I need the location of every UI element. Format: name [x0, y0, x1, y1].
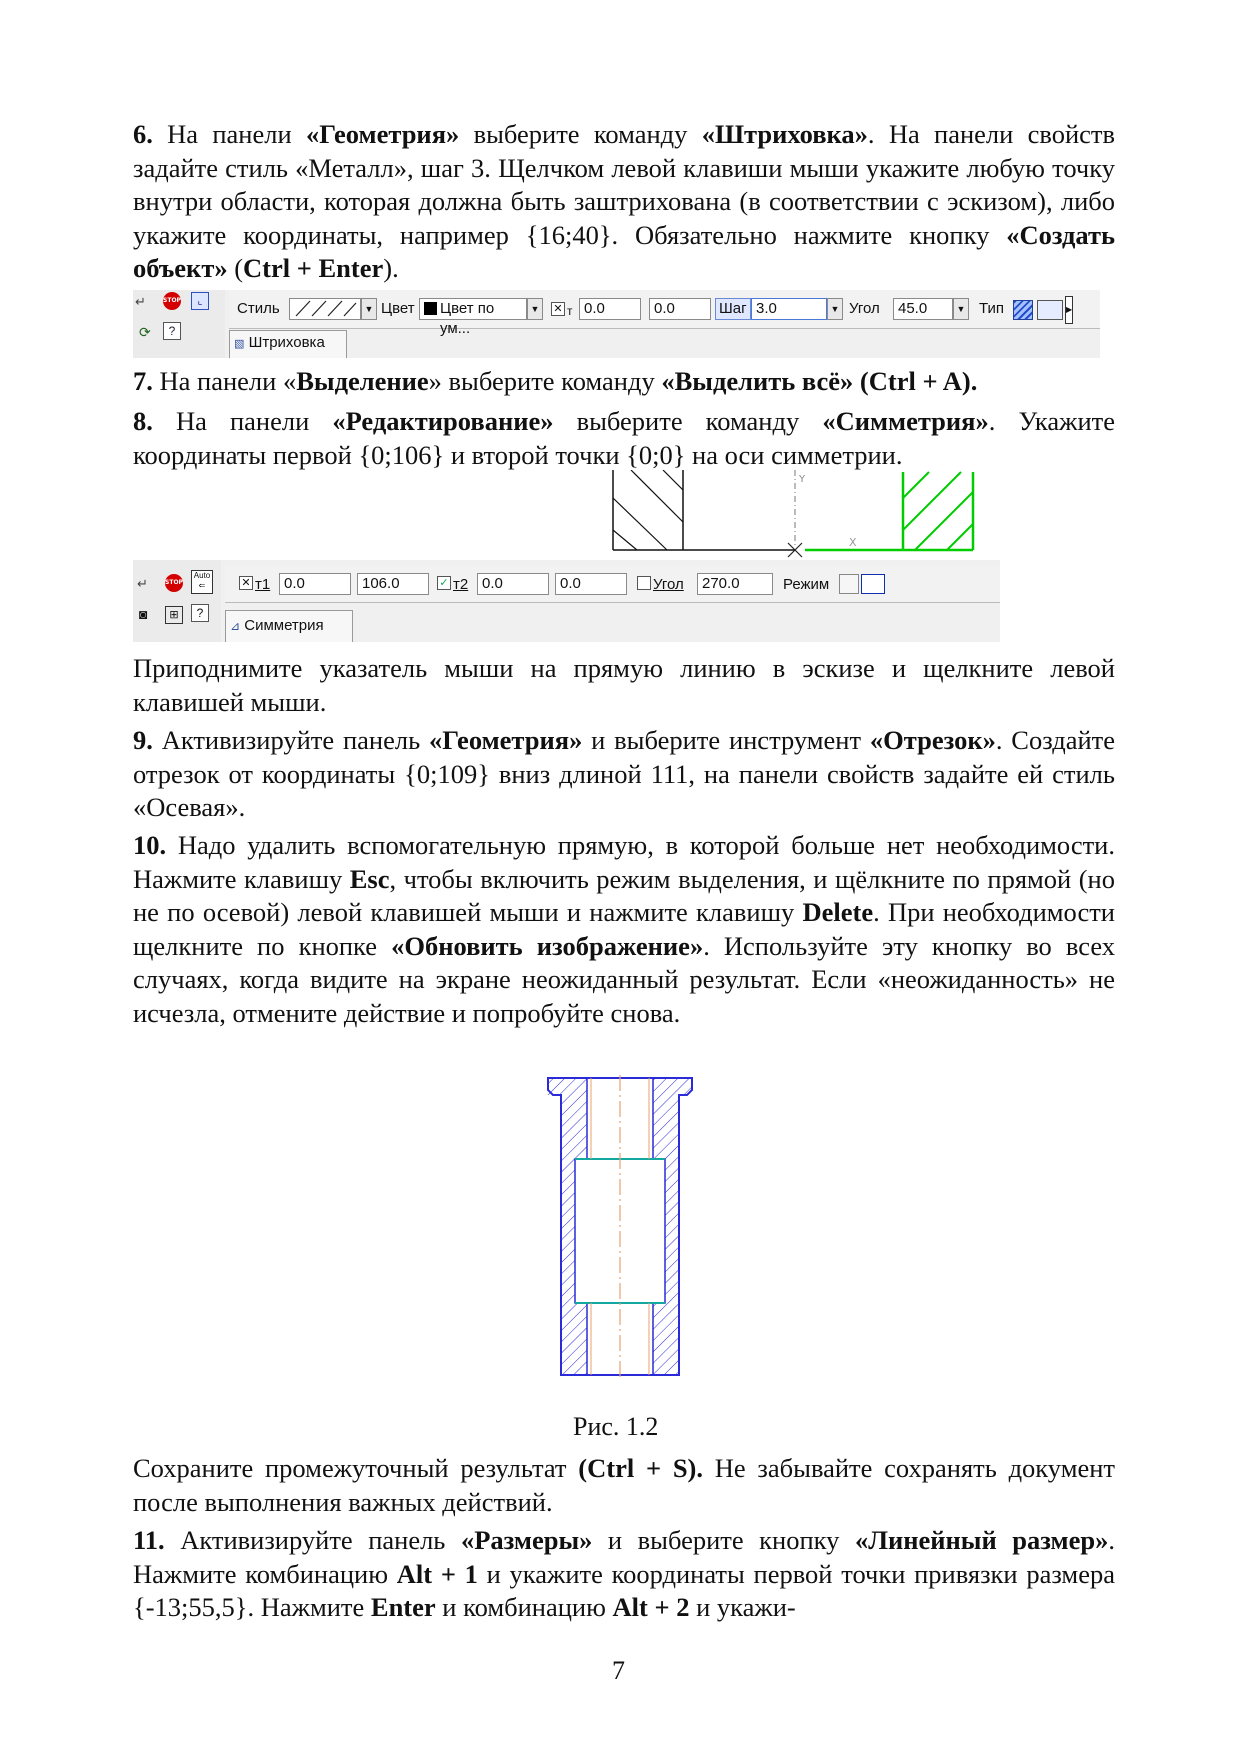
- figure-caption: Рис. 1.2: [573, 1412, 659, 1441]
- paragraph-step-11: 11. Активизируйте панель «Размеры» и выберите кнопку «Линейный размер». Нажмите комбинацию Alt + 1 и укажите координаты первой точки привязки размера {-13;55,5}. Нажмите Enter и комбинацию Alt + 2 и укажи-: [133, 1525, 1115, 1622]
- point-y-input[interactable]: 0.0: [649, 298, 711, 320]
- step-input[interactable]: 3.0: [751, 298, 827, 320]
- angle-label: Угол: [849, 300, 880, 317]
- step-label: Шаг: [715, 298, 751, 320]
- help-icon[interactable]: ?: [163, 322, 181, 340]
- angle-input[interactable]: 45.0: [893, 298, 953, 320]
- auto-create-icon[interactable]: ⟳: [139, 324, 151, 340]
- point-x-input[interactable]: 0.0: [579, 298, 641, 320]
- point2-label: т2: [453, 576, 469, 593]
- style-label: Стиль: [237, 300, 280, 317]
- panel-scroll-right-icon[interactable]: ▶: [1065, 296, 1073, 324]
- grid-icon[interactable]: ⊞: [165, 606, 183, 624]
- color-swatch-icon: [424, 302, 437, 315]
- arrow-back-icon[interactable]: ↵: [137, 576, 148, 591]
- panel-left-tools: [133, 290, 225, 358]
- axis-x-label: X: [849, 536, 857, 549]
- angle-dropdown-button[interactable]: ▼: [953, 298, 969, 320]
- color-dropdown-button[interactable]: ▼: [527, 298, 543, 320]
- stop-icon[interactable]: STOP: [163, 292, 181, 310]
- paragraph-step-8: 8. На панели «Редактирование» выберите команду «Симметрия». Укажите координаты первой {0;106} и второй точки {0;0} на оси симметрии.: [133, 406, 1115, 470]
- symmetry-sketch: [605, 470, 985, 560]
- point1-checkbox[interactable]: ✕: [239, 576, 253, 590]
- hatch-fields-row: [229, 290, 1100, 337]
- symmetry-fields-row: [225, 566, 1000, 603]
- symmetry-tab-icon: ⊿: [230, 619, 241, 633]
- point2-y-input[interactable]: 0.0: [555, 573, 627, 595]
- type-label: Тип: [979, 300, 1005, 317]
- hatch-style-preview-icon: [294, 299, 358, 317]
- symmetry-property-panel: [133, 560, 1000, 642]
- point1-label: т1: [255, 576, 271, 593]
- create-object-icon[interactable]: ⌞: [191, 292, 209, 310]
- point-checkbox[interactable]: ✕: [551, 302, 565, 316]
- stop-icon[interactable]: STOP: [165, 574, 183, 592]
- color-select[interactable]: Цвет по ум...: [419, 298, 527, 320]
- page-number: 7: [612, 1656, 625, 1685]
- figure-1-2-drawing: [545, 1075, 695, 1385]
- help-icon[interactable]: ?: [191, 604, 209, 622]
- auto-create-icon[interactable]: Auto ⇐: [191, 570, 213, 594]
- tab-symmetry[interactable]: ⊿ Симметрия: [225, 610, 353, 642]
- angle-label: Угол: [653, 576, 684, 593]
- point2-x-input[interactable]: 0.0: [477, 573, 549, 595]
- paragraph-save: Сохраните промежуточный результат (Ctrl + S). Не забывайте сохранять документ после выполнения важных действий.: [133, 1453, 1116, 1517]
- point1-x-input[interactable]: 0.0: [279, 573, 351, 595]
- mode-delete-source-icon[interactable]: [861, 574, 885, 594]
- color-label: Цвет: [381, 300, 415, 317]
- point-label: т: [567, 304, 573, 318]
- panel-left-tools: [133, 560, 221, 642]
- tab-hatch[interactable]: ▧ Штриховка: [229, 330, 347, 358]
- paragraph-lift-pointer: Приподнимите указатель мыши на прямую линию в эскизе и щелкните левой клавишей мыши.: [133, 653, 1115, 717]
- step-dropdown-button[interactable]: ▼: [827, 298, 843, 320]
- paragraph-step-7: 7. На панели «Выделение» выберите команду «Выделить всё» (Ctrl + A).: [133, 366, 978, 396]
- point2-checkbox[interactable]: ✓: [437, 576, 451, 590]
- camera-icon[interactable]: ◙: [139, 606, 148, 622]
- axis-y-label: Y: [799, 474, 806, 485]
- hatch-tab-icon: ▧: [234, 338, 245, 350]
- style-select[interactable]: [289, 298, 361, 320]
- point1-y-input[interactable]: 106.0: [357, 573, 429, 595]
- hatch-property-panel: [133, 290, 1100, 358]
- hatch-boundary-icon[interactable]: [1037, 300, 1063, 320]
- mode-label: Режим: [783, 576, 830, 593]
- style-dropdown-button[interactable]: ▼: [361, 298, 377, 320]
- mode-keep-source-icon[interactable]: [839, 574, 859, 594]
- paragraph-step-10: 10. Надо удалить вспомогательную прямую, в которой больше нет необходимости. Нажмите клавишу Esc, чтобы включить режим выделения, и щёлкните по прямой (но не по осевой) левой клавишей мыши и нажмите клавишу Delete. При необходимости щелкните по кнопке «Обновить изображение». Используйте эту кнопку во всех случаях, когда видите на экране неожиданный результат. Если «неожиданность» не исчезла, отмените действие и попробуйте снова.: [133, 830, 1115, 1028]
- arrow-back-icon[interactable]: ↵: [135, 294, 146, 309]
- angle-checkbox[interactable]: [637, 576, 651, 590]
- paragraph-step-9: 9. Активизируйте панель «Геометрия» и выберите инструмент «Отрезок». Создайте отрезок от координаты {0;109} вниз длиной 111, на панели свойств задайте ей стиль «Осевая».: [133, 725, 1115, 822]
- hatch-type-icon[interactable]: [1013, 300, 1033, 320]
- paragraph-step-6: 6. На панели «Геометрия» выберите команду «Штриховка». На панели свойств задайте стиль «Металл», шаг 3. Щелчком левой клавиши мыши укажите любую точку внутри области, которая должна быть заштрихована (в соответствии с эскизом), либо укажите координаты, например {16;40}. Обязательно нажмите кнопку «Создать объект» (Ctrl + Enter).: [133, 119, 1115, 283]
- angle-input[interactable]: 270.0: [697, 573, 773, 595]
